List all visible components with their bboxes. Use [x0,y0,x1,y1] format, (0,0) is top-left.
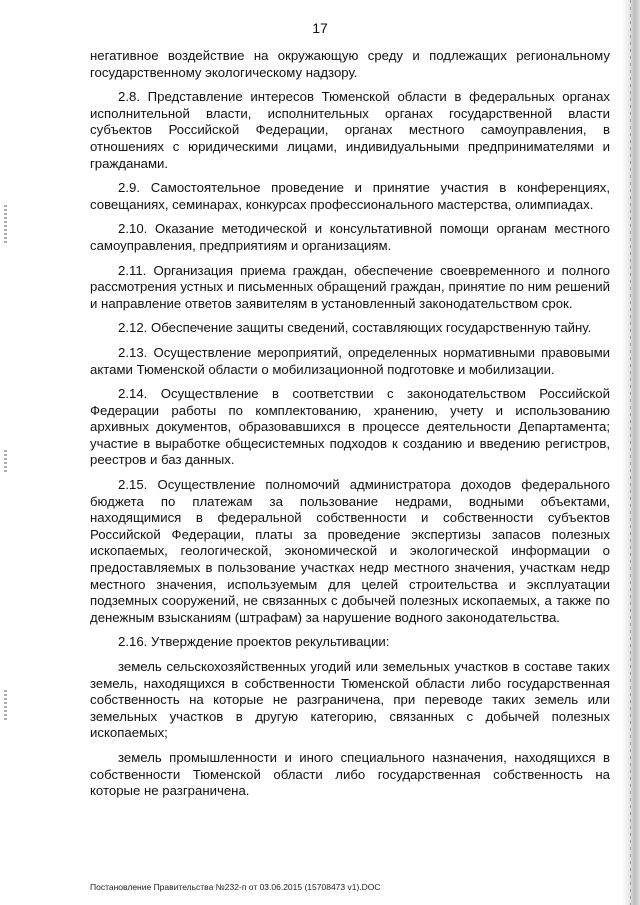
paragraph-2-9: 2.9. Самостоятельное проведение и принятие участия в конференциях, совещаниях, семинарах, конкурсах профессионального мастерства, олимпиадах. [90,180,610,212]
scan-edge-line [630,0,631,905]
paragraph-2-11: 2.11. Организация приема граждан, обеспечение своевременного и полного рассмотрения устных и письменных обращений граждан, принятие по ним решений и направление ответов заявителям в установленный законодательством срок. [90,262,610,311]
paragraph-2-16-item-2: земель промышленности и иного специального назначения, находящихся в собственности Тюменской области либо государственная собственность на которые не разграничена. [90,749,610,799]
paragraph-2-8: 2.8. Представление интересов Тюменской области в федеральных органах исполнительной власти, исполнительных органах государственной власти субъектов Российской Федерации, органах местного самоуправления, в отношениях с юридическими лицами, индивидуальными предпринимателями и гражданами. [90,89,610,171]
scan-edge-shadow [622,0,640,905]
paragraph-2-14: 2.14. Осуществление в соответствии с законодательством Российской Федерации работы по комплектованию, хранению, учету и использованию архивных документов, образовавшихся в процессе деятельности Департамента; участие в выработке общесистемных подходов к созданию и введению регистров, реестров и баз данных. [90,386,610,468]
scan-margin-mark [4,690,7,720]
paragraph-2-15: 2.15. Осуществление полномочий администратора доходов федерального бюджета по платежам за пользование недрами, водными объектами, находящимися в федеральной собственности и собственности субъектов Российской Федерации, платы за проведение экспертизы запасов полезных ископаемых, геологической, экономической и экологической информации о предоставляемых в пользование участках недр местного значения, участкам недр местного значения, используемым для целей строительства и эксплуатации подземных сооружений, не связанных с добычей полезных ископаемых, а также по денежным взысканиям (штрафам) за нарушение водного законодательства. [90,477,610,625]
document-footer: Постановление Правительства №232-п от 03.06.2015 (15708473 v1).DOC [90,882,381,892]
paragraph-2-13: 2.13. Осуществление мероприятий, определенных нормативными правовыми актами Тюменской области о мобилизационной подготовке и мобилизации. [90,344,610,377]
paragraph-2-16-item-1: земель сельскохозяйственных угодий или земельных участков в составе таких земель, находящихся в собственности Тюменской области либо государственная собственность на которые не разграничена, при переводе таких земель или земельных участков в другую категорию, связанных с добычей полезных ископаемых; [90,659,610,741]
scan-margin-mark [4,205,7,245]
paragraph-continuation: негативное воздействие на окружающую среду и подлежащих региональному государственному экологическому надзору. [90,48,610,80]
paragraph-2-10: 2.10. Оказание методической и консультативной помощи органам местного самоуправления, предприятиям и организациям. [90,221,610,253]
paragraph-2-16: 2.16. Утверждение проектов рекультивации: [118,634,390,650]
paragraph-2-12: 2.12. Обеспечение защиты сведений, составляющих государственную тайну. [118,320,592,336]
scan-margin-mark [4,450,7,474]
document-body [90,48,610,806]
page-number: 17 [312,20,328,36]
